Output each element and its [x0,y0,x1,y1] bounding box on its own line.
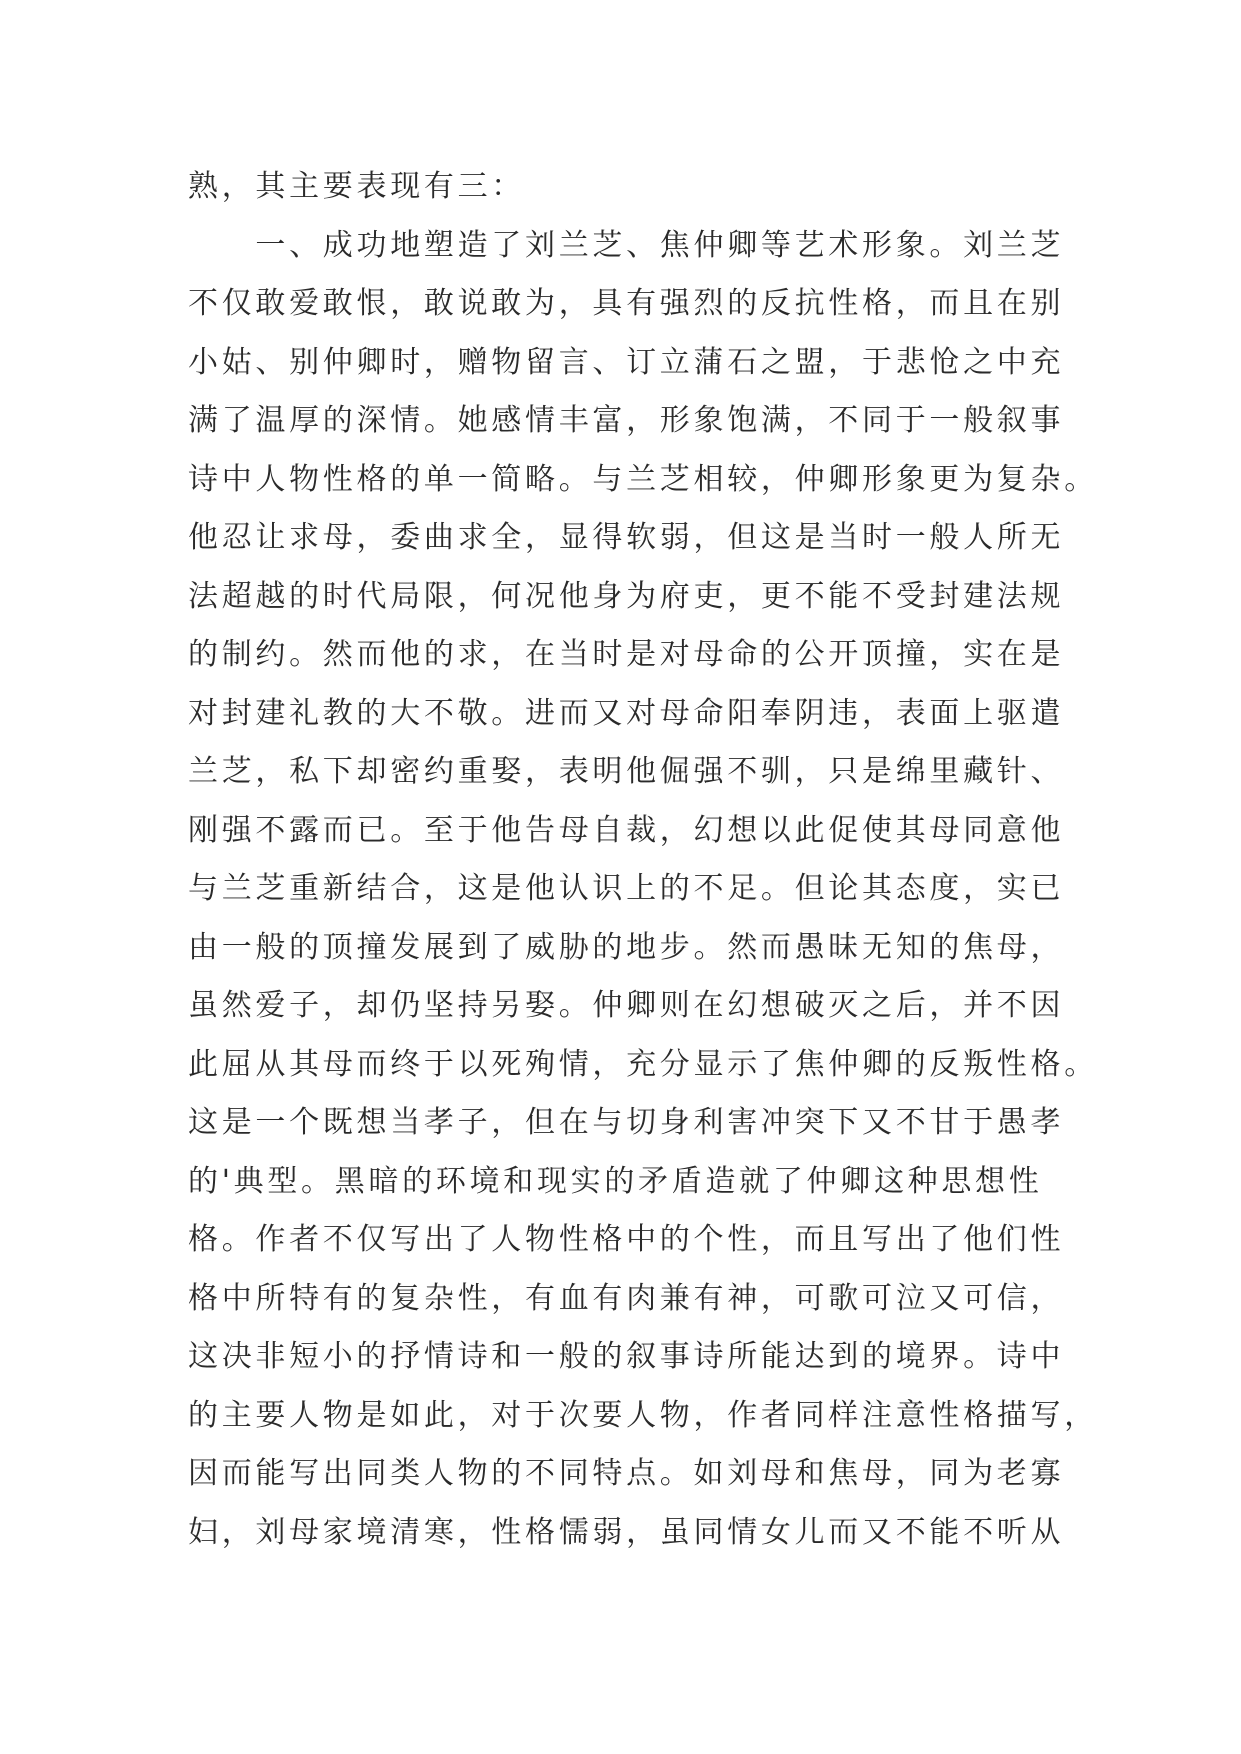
text-line: 一、成功地塑造了刘兰芝、焦仲卿等艺术形象。刘兰芝 [188,227,1065,263]
text-line: 的制约。然而他的求，在当时是对母命的公开顶撞，实在是 [188,637,1065,672]
text-line: 法超越的时代局限，何况他身为府吏，更不能不受封建法规 [188,578,1065,614]
text-line: 满了温厚的深情。她感情丰富，形象饱满，不同于一般叙事 [188,403,1065,438]
text-line: 这是一个既想当孝子，但在与切身利害冲突下又不甘于愚孝 [188,1105,1065,1140]
text-line: 格中所特有的复杂性，有血有肉兼有神，可歌可泣又可信， [188,1280,1065,1316]
text-line: 妇，刘母家境清寒，性格懦弱，虽同情女儿而又不能不听从 [188,1514,1065,1550]
text-line: 此屈从其母而终于以死殉情，充分显示了焦仲卿的反叛性格。 [188,1046,1098,1082]
text-line: 熟，其主要表现有三： [188,169,525,204]
text-line: 他忍让求母，委曲求全，显得软弱，但这是当时一般人所无 [188,520,1065,555]
text-line: 与兰芝重新结合，这是他认识上的不足。但论其态度，实已 [188,871,1065,906]
text-line: 诗中人物性格的单一简略。与兰芝相较，仲卿形象更为复杂。 [188,461,1098,497]
text-line: 的主要人物是如此，对于次要人物，作者同样注意性格描写， [188,1397,1098,1433]
text-line: 由一般的顶撞发展到了威胁的地步。然而愚昧无知的焦母， [188,929,1065,965]
text-line: 刚强不露而已。至于他告母自裁，幻想以此促使其母同意他 [188,812,1065,848]
text-line: 虽然爱子，却仍坚持另娶。仲卿则在幻想破灭之后，并不因 [188,988,1065,1023]
text-line: 这决非短小的抒情诗和一般的叙事诗所能达到的境界。诗中 [188,1339,1065,1374]
text-line: 不仅敢爱敢恨，敢说敢为，具有强烈的反抗性格，而且在别 [188,286,1065,321]
text-line: 小姑、别仲卿时，赠物留言、订立蒲石之盟，于悲怆之中充 [188,344,1065,380]
text-line: 兰芝，私下却密约重娶，表明他倔强不驯，只是绵里藏针、 [188,754,1065,789]
text-line: 对封建礼教的大不敬。进而又对母命阳奉阴违，表面上驱遣 [188,695,1065,731]
text-line: 的'典型。黑暗的环境和现实的矛盾造就了仲卿这种思想性 [188,1163,1043,1199]
text-line: 因而能写出同类人物的不同特点。如刘母和焦母，同为老寡 [188,1456,1065,1491]
body-text [188,158,1098,1562]
text-line: 格。作者不仅写出了人物性格中的个性，而且写出了他们性 [188,1222,1065,1257]
